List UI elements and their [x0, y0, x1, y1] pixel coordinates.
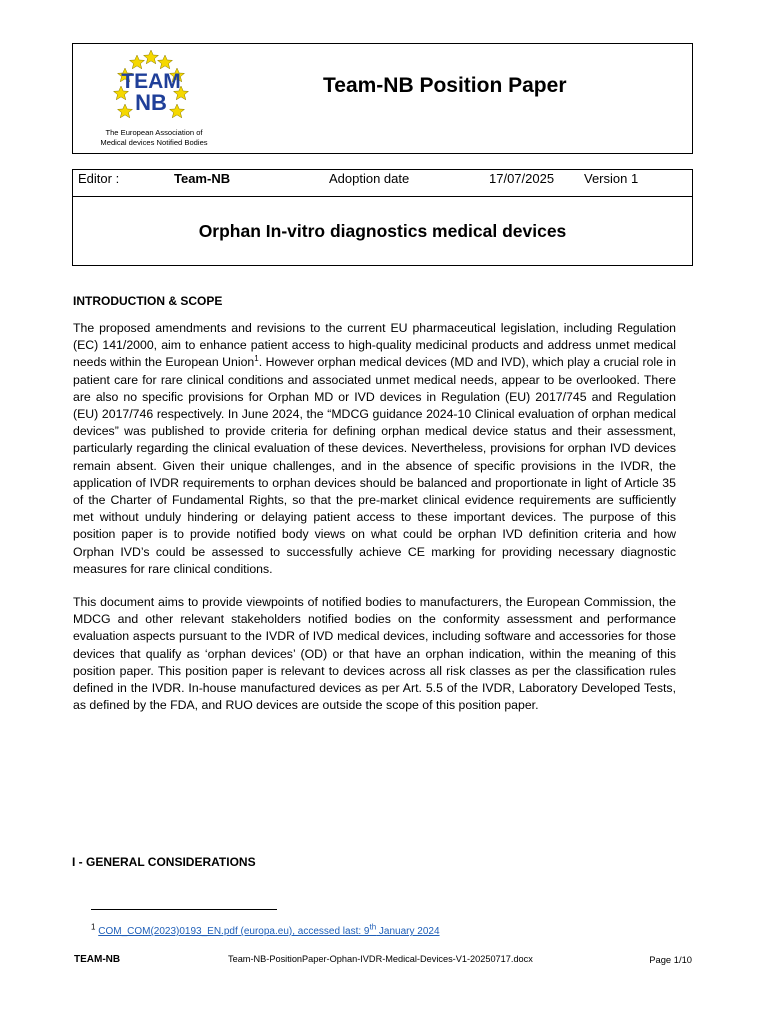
footnote-separator [91, 909, 277, 910]
adoption-date: 17/07/2025 [489, 171, 555, 186]
footnote-link[interactable] [98, 922, 440, 937]
logo-text-nb: NB [135, 90, 167, 115]
footnote [91, 922, 440, 937]
footer-page-number: Page 1/10 [649, 954, 692, 965]
editor-label: Editor : [78, 171, 120, 186]
logo-text-team: TEAM [121, 70, 181, 93]
document-type: Team-NB Position Paper [323, 74, 567, 97]
logo-subtitle-line1: The European Association of [105, 128, 203, 137]
version-label: Version 1 [584, 171, 639, 186]
footer-filename: Team-NB-PositionPaper-Ophan-IVDR-Medical-Devices-V1-20250717.docx [228, 954, 533, 964]
footnote-number: 1 [91, 922, 96, 932]
editor-value: Team-NB [174, 171, 231, 186]
team-nb-logo [79, 48, 229, 152]
para1-part-b: . However orphan medical devices (MD and IVD), which play a crucial role in patient care for rare clinical conditions and associated unmet medical needs, appear to be overlooked. There are also no specific provisions for Orphan MD or IVD devices in Regulation (EU) 2017/745 and Regulation (EU) 2017/746 respectively. In June 2024, the “MDCG guidance 2024-10 Clinical evaluation of orphan medical devices” was published to provide criteria for defining orphan medical device status and their assessment, particularly regarding the clinical evaluation of these devices. Nevertheless, provisions for orphan IVD devices remain absent. Given their unique challenges, and in the absence of specific provisions in the IVDR, the application of IVDR requirements to orphan devices should be balanced and proportionate in light of Article 35 of the Charter of Fundamental Rights, so that the pre-market clinical evidence requirements are sufficiently met without unduly hindering or delaying patient access to these important devices. The purpose of this position paper is to provide notified body views on what could be orphan IVD definition criteria and how Orphan IVD’s could be assessed to successfully achieve CE marking for providing necessary diagnostic measures for rare clinical conditions. [73, 355, 676, 576]
intro-paragraph-2: This document aims to provide viewpoints of notified bodies to manufacturers, the European Commission, the MDCG and other relevant stakeholders notified bodies on the conformity assessment and performance evaluation aspects pursuant to the IVDR of IVD medical devices, including software and accessories for those devices that qualify as ‘orphan devices’ (OD) or that have an orphan indication, within the meaning of this position paper. This position paper is relevant to devices across all risk classes as per the classification rules defined in the IVDR. In-house manufactured devices as per Art. 5.5 of the IVDR, Laboratory Developed Tests, as defined by the FDA, and RUO devices are outside the scope of this position paper. [73, 595, 676, 713]
logo-subtitle-line2: Medical devices Notified Bodies [100, 138, 208, 147]
adoption-label: Adoption date [329, 171, 410, 186]
general-considerations-heading: I - GENERAL CONSIDERATIONS [72, 855, 256, 869]
footnote-link-text-b[interactable]: January 2024 [376, 926, 440, 937]
document-title: Orphan In-vitro diagnostics medical devices [72, 197, 693, 266]
intro-heading: INTRODUCTION & SCOPE [73, 294, 223, 308]
logo-subtitle [79, 128, 229, 148]
footnote-link-sup[interactable]: th [369, 922, 377, 932]
meta-row [72, 169, 693, 197]
footer-org: TEAM-NB [74, 954, 121, 965]
intro-paragraph-1 [73, 320, 676, 578]
header-box [72, 43, 693, 154]
para1-part-a: The proposed amendments and revisions to the current EU pharmaceutical legislation, including Regulation (EC) 141/2000, aim to enhance patient access to high-quality medicinal products and address unmet medical needs within the European Union [73, 321, 676, 370]
logo-emblem [101, 48, 201, 128]
footnote-ref[interactable]: 1 [254, 354, 259, 364]
footnote-link-text-a[interactable]: COM_COM(2023)0193_EN.pdf (europa.eu), accessed last: 9 [98, 926, 370, 937]
